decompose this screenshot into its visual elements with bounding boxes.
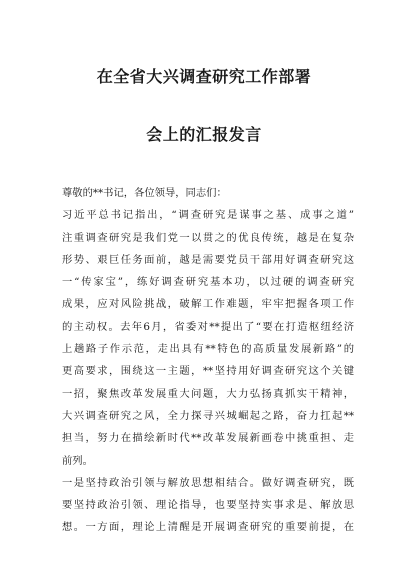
paragraph1-line: 前列。 [62,454,93,467]
paragraph1-line: 一“传家宝”，练好调查研究基本功，以过硬的调查研究 [62,276,354,289]
paragraph1-line: 更高要求，围绕这一主题，**坚持用好调查研究这个关键 [62,365,354,378]
paragraph1-line: 担当，努力在描绘新时代**改革发展新画卷中挑重担、走 [62,432,354,445]
paragraph1-line: 的主动权。去年6月，省委对**提出了“要在打造枢纽经济 [62,320,354,333]
document-body [62,182,354,539]
document-title-line1: 在全省大兴调查研究工作部署 [96,67,312,86]
paragraph2-line: 要坚持政治引领、理论指导，也要坚持实事求是、解放思 [62,499,354,512]
salutation: 尊敬的**书记，各位领导，同志们： [62,187,227,199]
paragraph1-line: 习近平总书记指出，“调查研究是谋事之基、成事之道” [62,209,354,222]
paragraph1-line: 形势、艰巨任务面前，越是需要党员干部用好调查研究这 [62,253,354,266]
paragraph1-line: 注重调查研究是我们党一以贯之的优良传统，越是在复杂 [62,231,354,244]
paragraph1-line: 成果，应对风险挑战，破解工作难题，牢牢把握各项工作 [62,298,354,311]
paragraph1-line: 上趟路子作示范，走出具有**特色的高质量发展新路”的 [62,343,354,356]
paragraph2-line: 想。一方面，理论上清醒是开展调查研究的重要前提，在 [62,521,354,534]
paragraph1-line: 一招，聚焦改革发展重大问题，大力弘扬真抓实干精神， [62,387,354,400]
document-title-line2: 会上的汇报发言 [146,125,262,144]
paragraph2-line: 一是坚持政治引领与解放思想相结合。做好调查研究，既 [62,476,354,489]
paragraph1-line: 大兴调查研究之风，全力探寻兴城崛起之路，奋力扛起** [62,409,354,422]
